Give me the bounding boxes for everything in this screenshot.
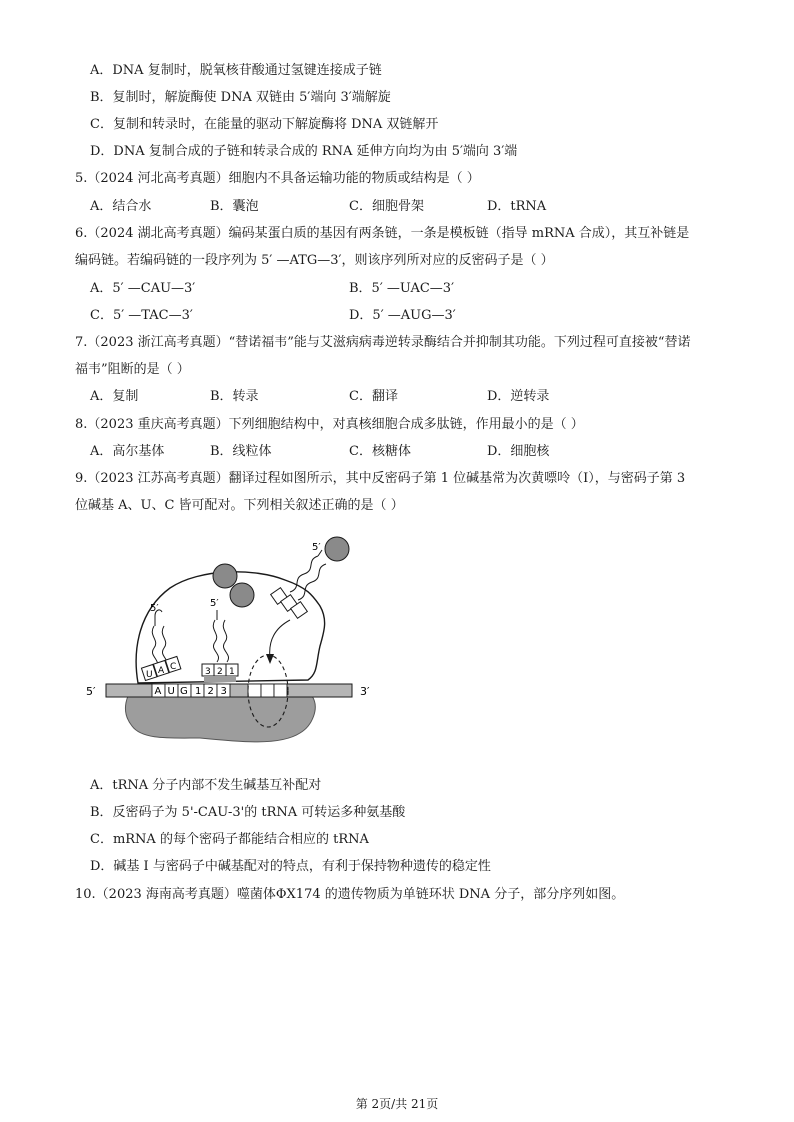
codon-base-3: G — [180, 686, 188, 697]
q4-option-b: B．复制时，解旋酶使 DNA 双链由 5′端向 3′端解旋 — [90, 90, 391, 105]
q6-option-c: C．5′ —TAC—3′ — [90, 308, 193, 323]
anticodon-left-2: A — [158, 666, 165, 676]
q10-stem: 10.（2023 海南高考真题）噬菌体ΦX174 的遗传物质为单链环状 DNA 分子，部分序列如图。 — [75, 887, 625, 902]
q8-option-c: C．核糖体 — [349, 444, 411, 459]
q8-stem: 8.（2023 重庆高考真题）下列细胞结构中，对真核细胞合成多肽链，作用最小的是（ ） — [75, 417, 584, 432]
q9-option-a: A．tRNA 分子内部不发生碱基互补配对 — [90, 778, 322, 793]
page-footer: 第 2页/共 21页 — [355, 1097, 439, 1111]
codon-base-2: U — [167, 686, 175, 697]
q5-stem: 5.（2024 河北高考真题）细胞内不具备运输功能的物质或结构是（ ） — [75, 171, 480, 186]
anticodon-left-1: U — [146, 670, 153, 680]
q9-option-c: C．mRNA 的每个密码子都能结合相应的 tRNA — [90, 832, 369, 847]
q5-option-a: A．结合水 — [90, 199, 152, 214]
q7-option-c: C．翻译 — [349, 389, 398, 404]
q4-option-a: A．DNA 复制时，脱氧核苷酸通过氢键连接成子链 — [90, 63, 382, 78]
q9-option-b: B．反密码子为 5'-CAU-3'的 tRNA 可转运多种氨基酸 — [90, 805, 406, 820]
codon-base-4: 1 — [195, 686, 202, 697]
mrna-3-prime-label: 3′ — [360, 685, 370, 698]
q4-option-d: D．DNA 复制合成的子链和转录合成的 RNA 延伸方向均为由 5′端向 3′端 — [90, 144, 518, 159]
codon-base-5: 2 — [207, 686, 214, 697]
q6-option-b: B．5′ —UAC—3′ — [349, 281, 455, 296]
q5-option-b: B．囊泡 — [210, 199, 259, 214]
q6-stem-line2: 编码链。若编码链的一段序列为 5′ —ATG—3′，则该序列所对应的反密码子是（ ） — [75, 253, 554, 268]
q9-stem-line1: 9.（2023 江苏高考真题）翻译过程如图所示，其中反密码子第 1 位碱基常为次黄嘌呤（I），与密码子第 3 — [75, 471, 686, 486]
q8-option-a: A．高尔基体 — [90, 444, 165, 459]
q7-option-b: B．转录 — [210, 389, 259, 404]
q6-stem-line1: 6.（2024 湖北高考真题）编码某蛋白质的基因有两条链，一条是模板链（指导 mRNA 合成），其互补链是 — [75, 226, 690, 241]
q9-option-d: D．碱基 I 与密码子中碱基配对的特点，有利于保持物种遗传的稳定性 — [90, 859, 491, 874]
anticodon-mid-1: 3 — [205, 667, 211, 677]
q8-option-d: D．细胞核 — [487, 444, 550, 459]
q7-stem-line1: 7.（2023 浙江高考真题）“替诺福韦”能与艾滋病病毒逆转录酶结合并抑制其功能。下列过程可直接被“替诺 — [75, 335, 691, 350]
trna-middle-5-prime: 5′ — [210, 598, 219, 609]
codon-base-6: 3 — [220, 686, 227, 697]
amino-acid-ball — [230, 583, 254, 607]
q5-option-d: D．tRNA — [487, 199, 547, 214]
q7-option-a: A．复制 — [90, 389, 139, 404]
anticodon-mid-2: 2 — [217, 667, 223, 677]
codon-base-1: A — [154, 686, 162, 697]
amino-acid-ball — [325, 537, 349, 561]
q4-option-c: C．复制和转录时，在能量的驱动下解旋酶将 DNA 双链解开 — [90, 117, 439, 132]
anticodon-left-3: C — [170, 662, 177, 672]
q5-option-c: C．细胞骨架 — [349, 199, 424, 214]
trna-left-5-prime: 5′ — [150, 603, 159, 614]
q7-option-d: D．逆转录 — [487, 389, 550, 404]
q6-option-d: D．5′ —AUG—3′ — [349, 308, 456, 323]
q6-option-a: A．5′ —CAU—3′ — [90, 281, 196, 296]
q7-stem-line2: 福韦”阻断的是（ ） — [75, 362, 190, 377]
mrna-5-prime-label: 5′ — [86, 685, 96, 698]
q8-option-b: B．线粒体 — [210, 444, 272, 459]
ribosome-small-subunit — [125, 696, 315, 742]
amino-acid-ball — [213, 564, 237, 588]
translation-figure — [80, 528, 380, 753]
trna-incoming-5-prime: 5′ — [312, 542, 321, 553]
anticodon-mid-3: 1 — [229, 667, 235, 677]
q9-stem-line2: 位碱基 A、U、C 皆可配对。下列相关叙述正确的是（ ） — [75, 498, 404, 513]
